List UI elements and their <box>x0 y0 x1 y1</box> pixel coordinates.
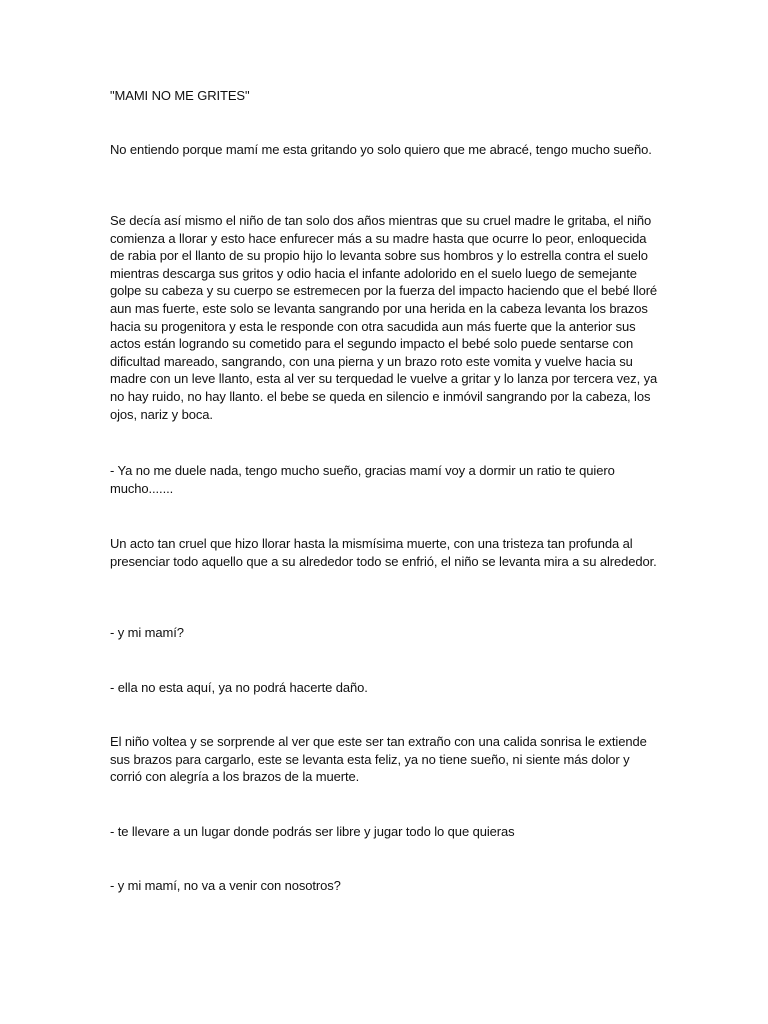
paragraph-2: Se decía así mismo el niño de tan solo dos años mientras que su cruel madre le gritaba, el niño comienza a llorar y esto hace enfurecer más a su madre hasta que ocurre lo peor, enloquecida de rabia por el llanto de su propio hijo lo levanta sobre sus hombros y lo estrella contra el suelo mientras descarga sus gritos y odio hacia el infante adolorido en el suelo luego de semejante golpe su cabeza y su cuerpo se estremecen por la fuerza del impacto haciendo que el bebé lloré aun mas fuerte, este solo se levanta sangrando por una herida en la cabeza levanta los brazos hacia su progenitora y esta le responde con otra sacudida aun más fuerte que la anterior sus actos están logrando su cometido para el segundo impacto el bebé solo puede sentarse con dificultad mareado, sangrando, con una pierna y un brazo roto este vomita y vuelve hacia su madre con un leve llanto, esta al ver su terquedad le vuelve a gritar y lo lanza por tercera vez, ya no hay ruido, no hay llanto. el bebe se queda en silencio e inmóvil sangrando por la cabeza, los ojos, nariz y boca. <box>110 213 658 422</box>
document-title: "MAMI NO ME GRITES" <box>110 88 250 103</box>
paragraph-4: Un acto tan cruel que hizo llorar hasta la mismísima muerte, con una tristeza tan profunda al presenciar todo aquello que a su alrededor todo se enfrió, el niño se levanta mira a su alrededor. <box>110 536 657 569</box>
paragraph-9: - y mi mamí, no va a venir con nosotros? <box>110 878 341 893</box>
paragraph-3: - Ya no me duele nada, tengo mucho sueño, gracias mamí voy a dormir un ratio te quiero mucho....... <box>110 463 615 496</box>
paragraph-7: El niño voltea y se sorprende al ver que este ser tan extraño con una calida sonrisa le extiende sus brazos para cargarlo, este se levanta esta feliz, ya no tiene sueño, ni siente más dolor y corrió con alegría a los brazos de la muerte. <box>110 734 647 785</box>
paragraph-6: - ella no esta aquí, ya no podrá hacerte daño. <box>110 680 368 695</box>
paragraph-5: - y mi mamí? <box>110 625 184 640</box>
paragraph-1: No entiendo porque mamí me esta gritando yo solo quiero que me abracé, tengo mucho sueño. <box>110 142 652 157</box>
paragraph-8: - te llevare a un lugar donde podrás ser libre y jugar todo lo que quieras <box>110 824 515 839</box>
